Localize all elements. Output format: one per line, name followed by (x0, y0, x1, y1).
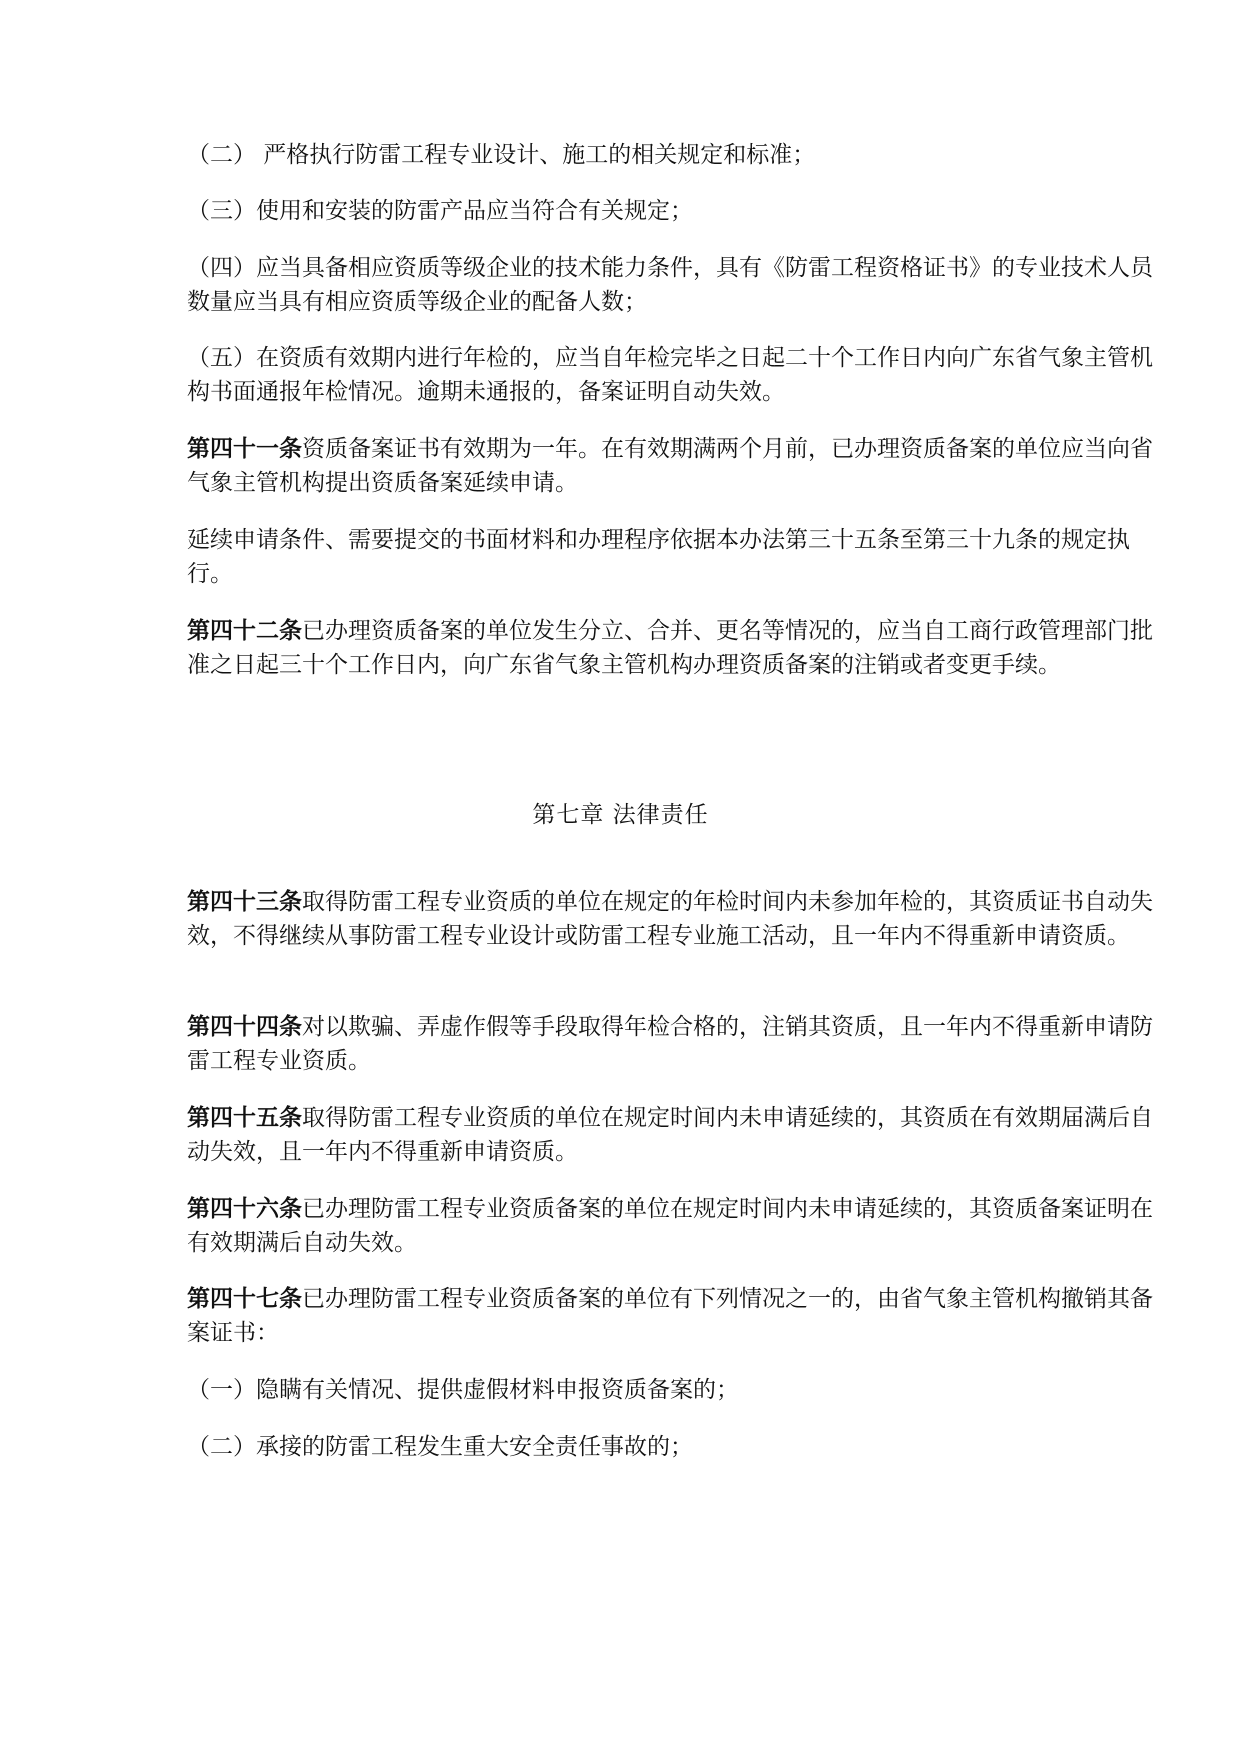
article-43 (187, 885, 1162, 953)
article-47 (187, 1282, 1162, 1350)
paragraph-text: （二） 严格执行防雷工程专业设计、施工的相关规定和标准； (187, 142, 816, 168)
article-45 (187, 1101, 1162, 1169)
article-47-item-2 (187, 1430, 1162, 1464)
chapter-heading: 第七章 法律责任 (532, 802, 709, 828)
paragraph-text: 延续申请条件、需要提交的书面材料和办理程序依据本办法第三十五条至第三十九条的规定执行。 (187, 527, 1130, 587)
article-41 (187, 432, 1162, 500)
paragraph-item-5 (187, 341, 1162, 409)
paragraph-text: 已办理防雷工程专业资质备案的单位有下列情况之一的，由省气象主管机构撤销其备案证书： (187, 1286, 1153, 1346)
paragraph-text: （一）隐瞒有关情况、提供虚假材料申报资质备案的； (187, 1377, 739, 1403)
paragraph-text: 取得防雷工程专业资质的单位在规定的年检时间内未参加年检的，其资质证书自动失效，不得继续从事防雷工程专业设计或防雷工程专业施工活动，且一年内不得重新申请资质。 (187, 889, 1153, 949)
paragraph-text: 取得防雷工程专业资质的单位在规定时间内未申请延续的，其资质在有效期届满后自动失效，且一年内不得重新申请资质。 (187, 1105, 1153, 1165)
article-44 (187, 1010, 1162, 1078)
article-47-item-1 (187, 1373, 1162, 1407)
article-number: 第四十六条 (187, 1195, 302, 1222)
article-number: 第四十五条 (187, 1104, 302, 1131)
paragraph-text: 已办理防雷工程专业资质备案的单位在规定时间内未申请延续的，其资质备案证明在有效期满后自动失效。 (187, 1196, 1153, 1256)
article-41-continuation (187, 523, 1162, 591)
paragraph-text: （四）应当具备相应资质等级企业的技术能力条件，具有《防雷工程资格证书》的专业技术人员数量应当具有相应资质等级企业的配备人数； (187, 255, 1153, 315)
article-42 (187, 614, 1162, 682)
paragraph-item-4 (187, 251, 1162, 319)
paragraph-item-3 (187, 194, 1162, 228)
paragraph-text: 对以欺骗、弄虚作假等手段取得年检合格的，注销其资质，且一年内不得重新申请防雷工程专业资质。 (187, 1014, 1153, 1074)
paragraph-text: （二）承接的防雷工程发生重大安全责任事故的； (187, 1434, 693, 1460)
article-number: 第四十七条 (187, 1285, 302, 1312)
paragraph-text: 已办理资质备案的单位发生分立、合并、更名等情况的，应当自工商行政管理部门批准之日起三十个工作日内，向广东省气象主管机构办理资质备案的注销或者变更手续。 (187, 618, 1153, 678)
article-number: 第四十三条 (187, 888, 302, 915)
article-number: 第四十二条 (187, 617, 302, 644)
paragraph-text: 资质备案证书有效期为一年。在有效期满两个月前，已办理资质备案的单位应当向省气象主管机构提出资质备案延续申请。 (187, 436, 1153, 496)
article-46 (187, 1192, 1162, 1260)
paragraph-text: （五）在资质有效期内进行年检的，应当自年检完毕之日起二十个工作日内向广东省气象主管机构书面通报年检情况。逾期未通报的，备案证明自动失效。 (187, 345, 1153, 405)
article-number: 第四十一条 (187, 435, 302, 462)
article-number: 第四十四条 (187, 1013, 302, 1040)
paragraph-item-2 (187, 138, 1162, 172)
paragraph-text: （三）使用和安装的防雷产品应当符合有关规定； (187, 198, 693, 224)
